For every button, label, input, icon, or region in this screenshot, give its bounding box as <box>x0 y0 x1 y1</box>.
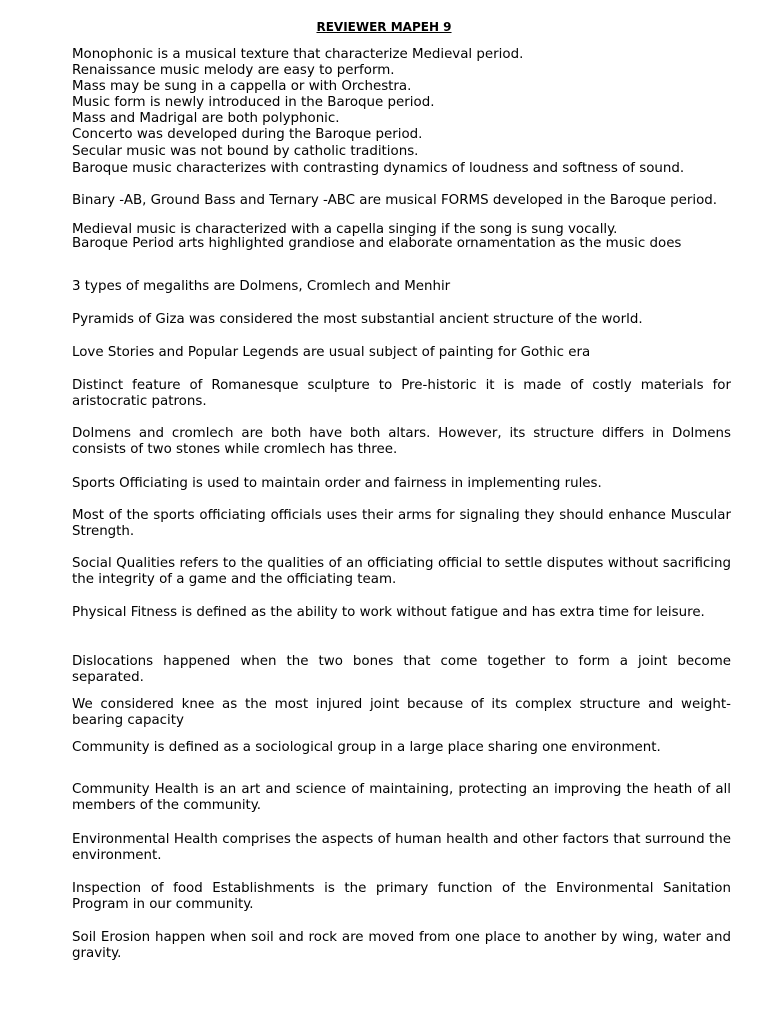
reviewer-item: Soil Erosion happen when soil and rock are moved from one place to another by wing, water and gravity. <box>72 930 731 962</box>
reviewer-line: Concerto was developed during the Baroque period. <box>72 127 423 142</box>
reviewer-item: Dislocations happened when the two bones that come together to form a joint become separated. <box>72 654 731 686</box>
reviewer-item: Community Health is an art and science of maintaining, protecting an improving the heath of all members of the community. <box>72 782 731 814</box>
reviewer-item: Social Qualities refers to the qualities of an officiating official to settle disputes without sacrificing the integrity of a game and the officiating team. <box>72 556 731 588</box>
reviewer-line: Baroque music characterizes with contrasting dynamics of loudness and softness of sound. <box>72 161 685 176</box>
reviewer-line: Mass and Madrigal are both polyphonic. <box>72 111 340 126</box>
reviewer-line: Secular music was not bound by catholic traditions. <box>72 144 419 159</box>
reviewer-item: Most of the sports officiating officials uses their arms for signaling they should enhance Muscular Strength. <box>72 508 731 540</box>
reviewer-item: 3 types of megaliths are Dolmens, Cromlech and Menhir <box>72 279 451 294</box>
document-title: REVIEWER MAPEH 9 <box>316 20 452 34</box>
reviewer-item: Physical Fitness is defined as the ability to work without fatigue and has extra time for leisure. <box>72 605 705 620</box>
reviewer-line: Baroque Period arts highlighted grandiose and elaborate ornamentation as the music does <box>72 236 682 251</box>
reviewer-item: Inspection of food Establishments is the primary function of the Environmental Sanitation Program in our community. <box>72 881 731 913</box>
reviewer-line: Binary -AB, Ground Bass and Ternary -ABC are musical FORMS developed in the Baroque period. <box>72 193 718 208</box>
reviewer-line: Mass may be sung in a cappella or with Orchestra. <box>72 79 412 94</box>
reviewer-item: Sports Officiating is used to maintain order and fairness in implementing rules. <box>72 476 602 491</box>
reviewer-line: Music form is newly introduced in the Baroque period. <box>72 95 435 110</box>
reviewer-line: Medieval music is characterized with a capella singing if the song is sung vocally. <box>72 222 618 237</box>
reviewer-item: Dolmens and cromlech are both have both altars. However, its structure differs in Dolmens consists of two stones while cromlech has three. <box>72 426 731 458</box>
reviewer-item: Distinct feature of Romanesque sculpture to Pre-historic it is made of costly materials for aristocratic patrons. <box>72 378 731 410</box>
reviewer-line: Renaissance music melody are easy to perform. <box>72 63 395 78</box>
reviewer-item: Environmental Health comprises the aspects of human health and other factors that surround the environment. <box>72 832 731 864</box>
reviewer-line: Monophonic is a musical texture that characterize Medieval period. <box>72 47 524 62</box>
reviewer-item: Love Stories and Popular Legends are usual subject of painting for Gothic era <box>72 345 591 360</box>
reviewer-item: Pyramids of Giza was considered the most substantial ancient structure of the world. <box>72 312 643 327</box>
reviewer-item: Community is defined as a sociological group in a large place sharing one environment. <box>72 740 661 755</box>
reviewer-item: We considered knee as the most injured joint because of its complex structure and weight-bearing capacity <box>72 697 731 729</box>
